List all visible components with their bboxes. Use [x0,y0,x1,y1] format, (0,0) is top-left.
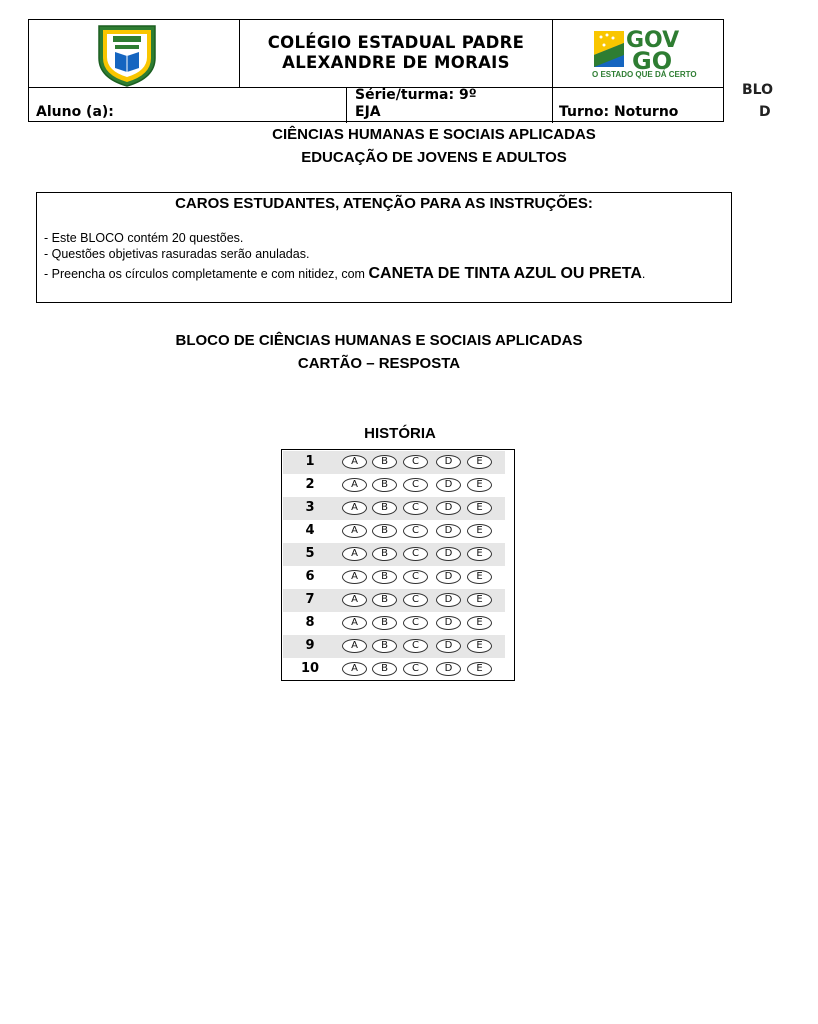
question-number: 8 [305,615,315,630]
answer-bubble-d[interactable]: D [436,547,461,561]
instruction-text: - Preencha os círculos completamente e com nitidez, com [44,267,369,281]
answer-row [283,566,505,589]
answer-bubble-a[interactable]: A [342,547,367,561]
question-number: 4 [305,523,315,538]
question-number: 9 [305,638,315,653]
subject-subtitle: EDUCAÇÃO DE JOVENS E ADULTOS [301,149,567,166]
answer-row [283,589,505,612]
answer-bubble-e[interactable]: E [467,455,492,469]
answer-bubble-b[interactable]: B [372,524,397,538]
instruction-item [44,265,645,283]
answer-bubble-a[interactable]: A [342,639,367,653]
answer-row [283,635,505,658]
answer-row [283,520,505,543]
answer-bubble-a[interactable]: A [342,524,367,538]
answer-row [283,474,505,497]
answer-bubble-a[interactable]: A [342,570,367,584]
instructions-title: CAROS ESTUDANTES, ATENÇÃO PARA AS INSTRUÇÕES: [175,195,593,212]
answer-bubble-d[interactable]: D [436,593,461,607]
instruction-item: - Este BLOCO contém 20 questões. [44,231,244,245]
question-number: 3 [305,500,315,515]
answer-bubble-e[interactable]: E [467,478,492,492]
instruction-text: . [641,267,646,281]
header-divider [346,87,347,123]
answer-row [283,497,505,520]
answer-bubble-e[interactable]: E [467,501,492,515]
answer-bubble-e[interactable]: E [467,662,492,676]
question-number: 6 [305,569,315,584]
answer-bubble-b[interactable]: B [372,478,397,492]
answer-bubble-c[interactable]: C [403,616,428,630]
answer-bubble-a[interactable]: A [342,616,367,630]
answer-bubble-b[interactable]: B [372,501,397,515]
answer-bubble-d[interactable]: D [436,478,461,492]
answer-bubble-c[interactable]: C [403,639,428,653]
subject-title: CIÊNCIAS HUMANAS E SOCIAIS APLICADAS [272,126,596,143]
answer-bubble-b[interactable]: B [372,639,397,653]
answer-bubble-c[interactable]: C [403,501,428,515]
school-name: COLÉGIO ESTADUAL PADRE ALEXANDRE DE MORAIS [267,33,525,72]
school-crest-icon [95,22,159,88]
question-number: 7 [305,592,315,607]
answer-bubble-e[interactable]: E [467,616,492,630]
answer-row [283,543,505,566]
answer-bubble-d[interactable]: D [436,501,461,515]
header-table [28,19,724,122]
question-number: 2 [305,477,315,492]
instructions-box [36,192,732,303]
answer-bubble-c[interactable]: C [403,547,428,561]
answer-bubble-c[interactable]: C [403,662,428,676]
answer-bubble-c[interactable]: C [403,524,428,538]
answer-bubble-e[interactable]: E [467,570,492,584]
student-label: Aluno (a): [36,104,114,120]
block-title: BLOCO DE CIÊNCIAS HUMANAS E SOCIAIS APLICADAS [175,332,583,349]
answer-bubble-e[interactable]: E [467,639,492,653]
answer-bubble-e[interactable]: E [467,524,492,538]
answer-bubble-c[interactable]: C [403,570,428,584]
answer-bubble-b[interactable]: B [372,547,397,561]
answer-bubble-e[interactable]: E [467,547,492,561]
answer-bubble-d[interactable]: D [436,662,461,676]
answer-bubble-d[interactable]: D [436,639,461,653]
answer-bubble-d[interactable]: D [436,570,461,584]
answer-bubble-b[interactable]: B [372,662,397,676]
answer-bubble-d[interactable]: D [436,524,461,538]
logo-tagline: O ESTADO QUE DÁ CERTO [592,70,697,79]
answer-bubble-a[interactable]: A [342,593,367,607]
answer-bubble-b[interactable]: B [372,455,397,469]
answer-bubble-c[interactable]: C [403,455,428,469]
answer-bubble-b[interactable]: B [372,593,397,607]
svg-text:GOV: GOV [626,28,680,53]
answer-bubble-a[interactable]: A [342,501,367,515]
answer-bubble-c[interactable]: C [403,593,428,607]
series-label: Série/turma: 9º [355,87,477,103]
question-number: 1 [305,454,315,469]
answer-row [283,658,505,681]
instruction-emphasis: CANETA DE TINTA AZUL OU PRETA [368,265,642,282]
instruction-item: - Questões objetivas rasuradas serão anuladas. [44,247,310,261]
answer-bubble-a[interactable]: A [342,662,367,676]
series-value: EJA [355,104,381,120]
cutoff-text: BLO [742,82,773,98]
answer-bubble-e[interactable]: E [467,593,492,607]
shift-label: Turno: Noturno [559,104,679,120]
answer-bubble-b[interactable]: B [372,570,397,584]
answer-bubble-a[interactable]: A [342,478,367,492]
answer-bubble-d[interactable]: D [436,616,461,630]
answer-bubble-b[interactable]: B [372,616,397,630]
question-number: 5 [305,546,315,561]
answer-bubble-d[interactable]: D [436,455,461,469]
cutoff-text: D [759,104,771,120]
answer-bubble-a[interactable]: A [342,455,367,469]
answer-row [283,451,505,474]
block-subtitle: CARTÃO – RESPOSTA [297,355,461,372]
svg-text:GO: GO [632,47,673,75]
answer-grid [281,449,515,681]
question-number: 10 [300,661,320,676]
section-title: HISTÓRIA [364,425,436,442]
answer-row [283,612,505,635]
answer-bubble-c[interactable]: C [403,478,428,492]
